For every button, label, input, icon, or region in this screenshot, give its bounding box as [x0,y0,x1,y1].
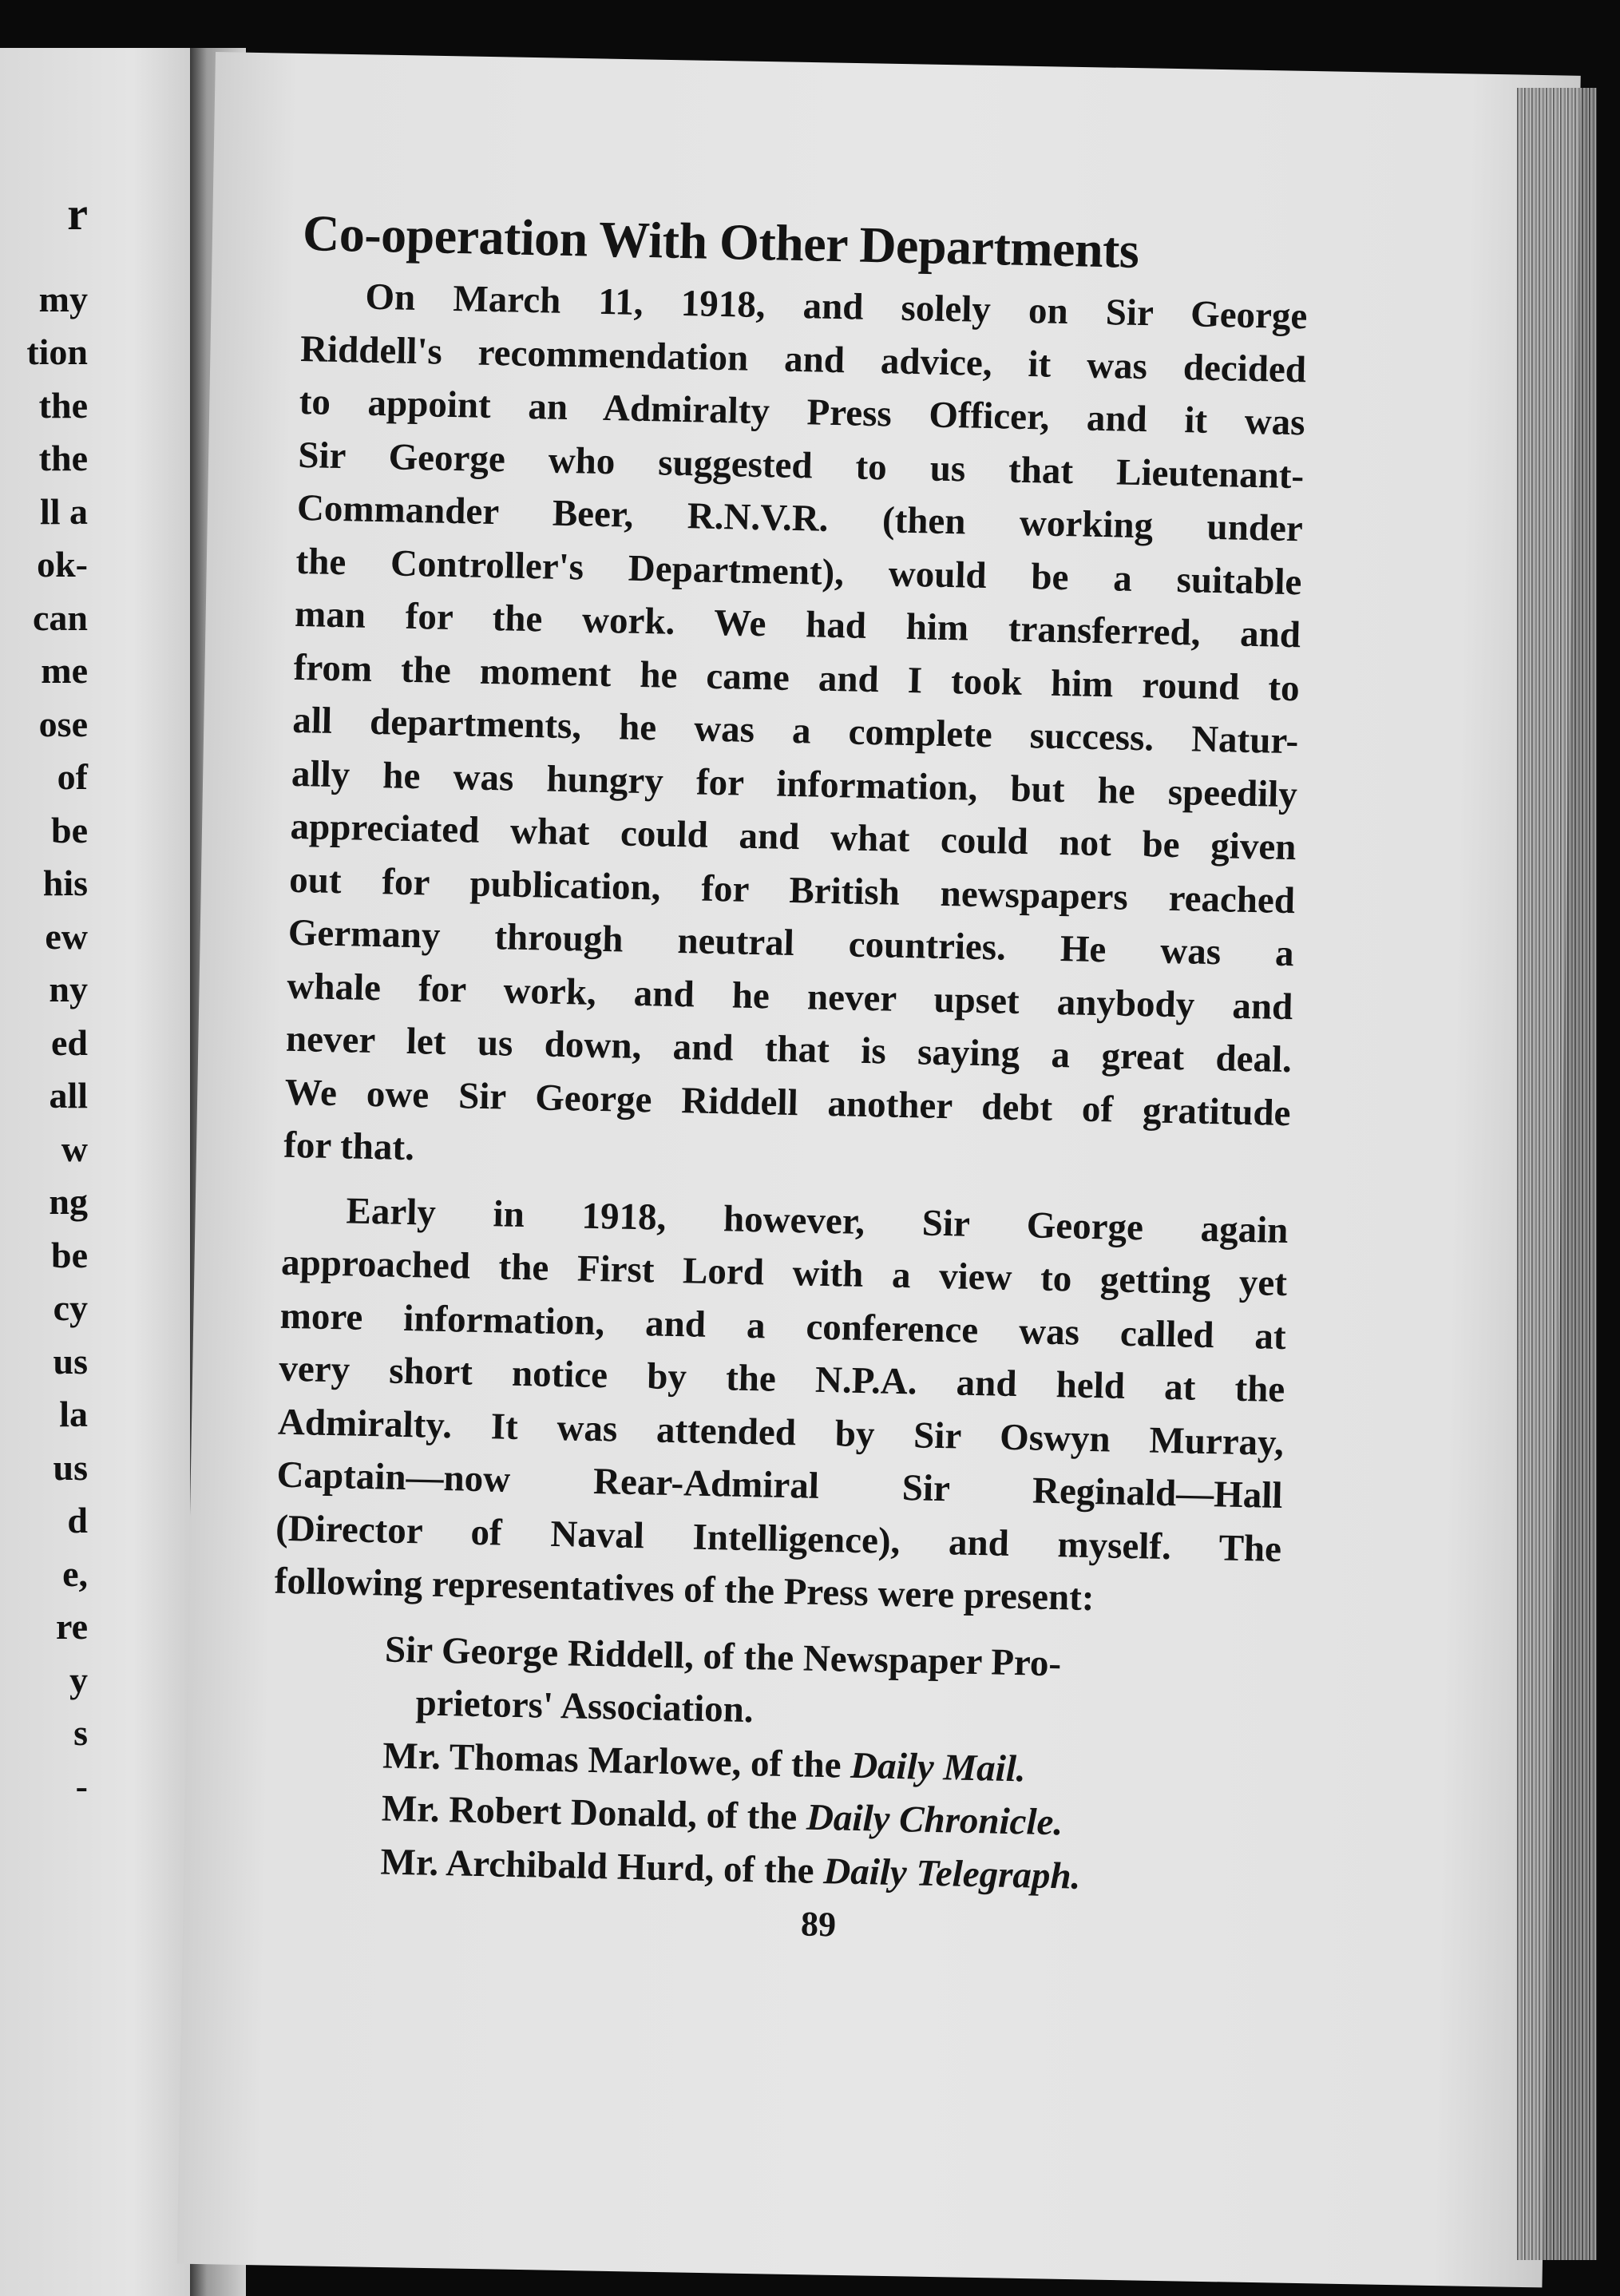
left-page-line-fragment: the [38,384,88,426]
left-page-line-fragment: be [51,809,88,851]
text-line: Admiralty. It was attended by Sir Oswyn Murray, [277,1401,1285,1464]
left-page-line-fragment: cy [53,1287,88,1328]
text-line: to appoint an Admiralty Press Officer, and it was [299,380,1306,444]
left-page-line-fragment: ew [45,915,88,957]
text-line: following representatives of the Press were present: [274,1560,1095,1620]
left-page-line-fragment: of [57,756,88,797]
left-page-line-fragment: can [33,597,88,638]
left-facing-page [0,48,190,2296]
attendee-list [268,1620,1280,1907]
newspaper-name: Daily Chronicle. [806,1796,1063,1844]
left-page-line-fragment: w [61,1128,88,1169]
text-line: out for publication, for British newspapers reached [288,859,1296,922]
left-page-line-fragment: be [51,1234,88,1275]
left-page-line-fragment: his [42,862,88,903]
text-line: Commander Beer, R.N.V.R. (then working under [296,486,1304,550]
text-line: Early in 1918, however, Sir George again [346,1189,1289,1251]
left-page-line-fragment: my [38,278,88,319]
newspaper-name: Daily Telegraph. [822,1850,1081,1897]
left-page-line-fragment: ny [49,969,88,1009]
attendee-continuation: prietors' Association. [415,1682,755,1731]
attendee-name: Mr. Archibald Hurd, of the [380,1840,824,1892]
left-page-line-fragment: re [55,1606,88,1647]
text-line: for that. [283,1124,415,1169]
text-line: ally he was hungry for information, but he speedily [291,752,1298,815]
left-page-line-fragment: ed [51,1021,88,1063]
text-line: (Director of Naval Intelligence), and myself. The [275,1507,1282,1570]
text-line: Sir George who suggested to us that Lieutenant- [297,434,1305,497]
left-page-line-fragment: the [38,438,88,478]
text-line: all departments, he was a complete success. Natur- [291,699,1299,763]
left-page-text-fragments [0,188,88,1813]
left-page-line-fragment: us [53,1446,88,1488]
text-line: very short notice by the N.P.A. and held at the [278,1347,1285,1411]
attendee-item [271,1620,1280,1747]
left-page-line-fragment: ll a [39,490,88,532]
left-page-line-fragment: - [75,1765,88,1806]
left-page-line-fragment: la [59,1394,88,1434]
text-line: We owe Sir George Riddell another debt of gratitude [284,1071,1291,1134]
attendee-name: Mr. Robert Donald, of the [381,1787,807,1838]
page-edge-stack [1517,88,1597,2260]
left-page-line-fragment: s [73,1712,88,1753]
text-line: Riddell's recommendation and advice, it was decided [299,327,1307,391]
left-page-line-fragment: us [53,1340,88,1382]
left-page-line-fragment: r [67,188,88,240]
left-page-line-fragment: d [67,1500,88,1541]
text-line: approached the First Lord with a view to getting yet [280,1241,1288,1305]
text-line: never let us down, and that is saying a great deal. [285,1017,1293,1081]
text-line: Captain—now Rear-Admiral Sir Reginald—Hall [276,1453,1283,1517]
left-page-line-fragment: e, [62,1552,88,1594]
attendee-name: Mr. Thomas Marlowe, of the [382,1735,851,1786]
text-line: more information, and a conference was called at [279,1295,1287,1358]
left-page-line-fragment: tion [26,331,88,372]
left-page-line-fragment: me [41,650,88,691]
page-number: 89 [800,1904,837,1945]
left-page-line-fragment: ng [49,1181,88,1222]
page-title: Co-operation With Other Departments [302,204,1140,279]
text-line: On March 11, 1918, and solely on Sir George [365,276,1308,338]
left-page-line-fragment: all [49,1075,88,1116]
page-text-block [267,204,1309,1954]
left-page-line-fragment: ok- [37,544,88,585]
newspaper-name: Daily Mail. [850,1744,1027,1790]
text-line: appreciated what could and what could not be given [290,805,1297,869]
text-line: Germany through neutral countries. He was a [287,911,1295,975]
attendee-name: Sir George Riddell, of the Newspaper Pro- [384,1628,1062,1684]
paragraph-1 [283,269,1308,1193]
text-line: man for the work. We had him transferred, and [294,593,1301,656]
left-page-line-fragment: ose [38,703,88,744]
text-line: the Controller's Department), would be a suitable [295,540,1302,603]
text-line: from the moment he came and I took him round to [293,646,1301,709]
left-page-line-fragment: y [69,1659,88,1700]
paragraph-2 [274,1183,1289,1628]
text-line: whale for work, and he never upset anybody and [286,965,1293,1028]
